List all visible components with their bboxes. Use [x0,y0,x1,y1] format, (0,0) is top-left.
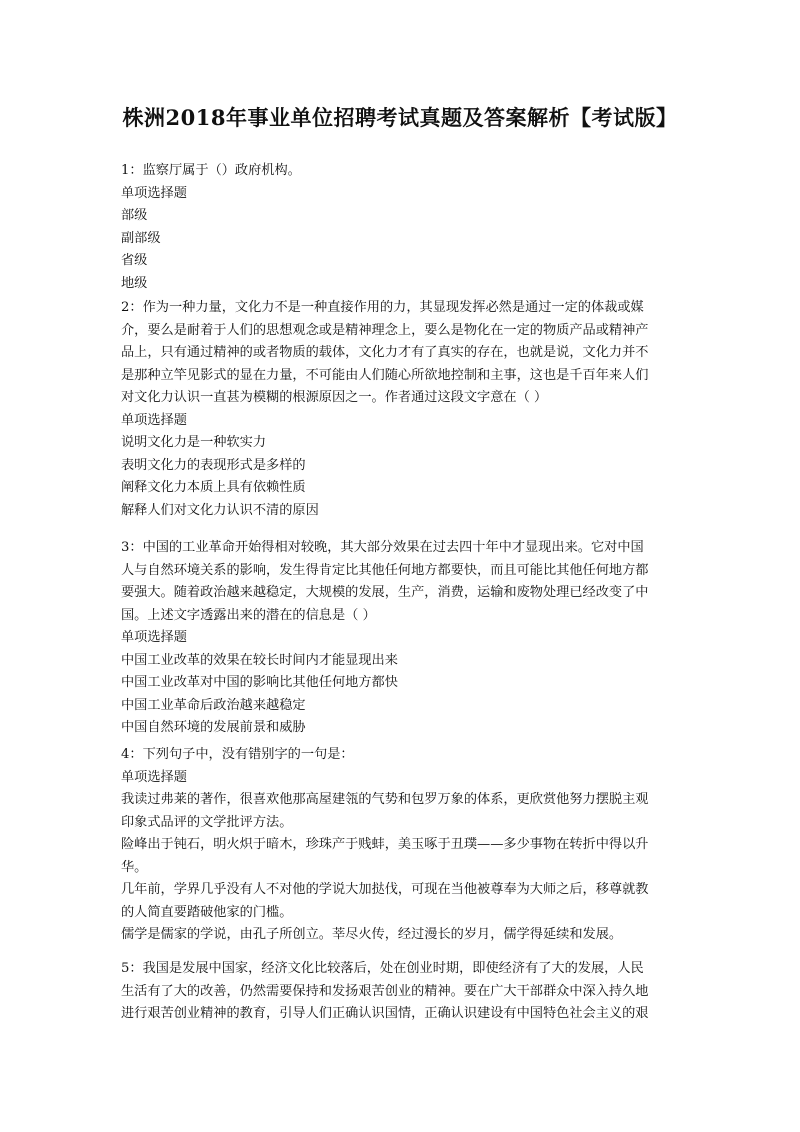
option-c: 中国工业革命后政治越来越稳定 [121,697,306,713]
option-b: 中国工业改革对中国的影响比其他任何地方都快 [121,675,398,690]
option-b-line: 险峰出于钝石，明火炽于暗木，珍珠产于贱蚌，美玉啄于丑璞——多少事物在转折中得以升 [121,837,649,852]
question-stem-line: 人与自然环境关系的影响，发生得肯定比其他任何地方都要快，而且可能比其他任何地方都 [121,562,649,578]
question-stem-line: 品上，只有通过精神的或者物质的载体，文化力才有了真实的存在，也就是说，文化力并不 [121,345,649,360]
option-b: 副部级 [121,230,161,246]
question-stem-line: 国。上述文字透露出来的潜在的信息是（ ） [121,607,376,623]
question-stem-line: 是那种立竿见影式的显在力量，不可能由人们随心所欲地控制和主事，这也是千百年来人们 [121,367,649,383]
option-c: 省级 [121,253,148,268]
option-b-line: 华。 [121,859,148,875]
option-d: 地级 [121,275,148,291]
question-5 [121,958,685,1026]
question-3 [121,537,685,740]
option-a: 中国工业改革的效果在较长时间内才能显现出来 [121,652,398,668]
question-2 [121,297,685,522]
question-stem-line: 3：中国的工业革命开始得相对较晚，其大部分效果在过去四十年中才显现出来。它对中国 [121,540,644,555]
question-type: 单项选择题 [121,185,187,201]
question-stem-line: 对文化力认识一直甚为模糊的根源原因之一。作者通过这段文字意在（ ） [121,390,548,405]
question-stem: 1：监察厅属于（）政府机构。 [121,163,301,178]
question-type: 单项选择题 [121,630,187,645]
option-d: 中国自然环境的发展前景和威胁 [121,720,306,735]
question-type: 单项选择题 [121,412,187,428]
question-stem-line: 介，要么是耐着于人们的思想观念或是精神理念上，要么是物化在一定的物质产品或精神产 [121,322,649,338]
question-stem-line: 进行艰苦创业精神的教育，引导人们正确认识国情，正确认识建设有中国特色社会主义的艰 [121,1006,649,1021]
question-stem-line: 5：我国是发展中国家，经济文化比较落后，处在创业时期，即使经济有了大的发展，人民 [121,961,644,976]
question-1 [121,160,685,295]
question-stem-line: 要强大。随着政治越来越稳定，大规模的发展，生产，消费，运输和废物处理已经改变了中 [121,585,649,600]
option-d: 儒学是儒家的学说，由孔子所创立。莘尽火传，经过漫长的岁月，儒学得延续和发展。 [121,927,623,942]
page-title: 株洲2018年事业单位招聘考试真题及答案解析【考试版】 [122,105,678,130]
option-a-line: 我读过弗莱的著作，很喜欢他那高屋建瓴的气势和包罗万象的体系，更欣赏他努力摆脱主观 [121,792,649,807]
option-a-line: 印象式品评的文学批评方法。 [121,814,293,830]
option-b: 表明文化力的表现形式是多样的 [121,457,306,473]
option-c: 阐释文化力本质上具有依赖性质 [121,480,306,495]
option-a: 部级 [121,208,148,223]
question-type: 单项选择题 [121,769,187,785]
option-c-line: 几年前，学界几乎没有人不对他的学说大加挞伐，可现在当他被尊奉为大师之后，移尊就教 [121,882,649,897]
option-c-line: 的人简直要踏破他家的门槛。 [121,904,293,920]
question-stem-line: 生活有了大的改善，仍然需要保持和发扬艰苦创业的精神。要在广大干部群众中深入持久地 [121,983,649,999]
question-stem: 4：下列句子中，没有错别字的一句是： [121,747,354,762]
question-stem-line: 2：作为一种力量，文化力不是一种直接作用的力，其显现发挥必然是通过一定的体裁或媒 [121,300,644,315]
option-a: 说明文化力是一种软实力 [121,435,267,450]
option-d: 解释人们对文化力认识不清的原因 [121,502,319,518]
question-4 [121,744,685,947]
